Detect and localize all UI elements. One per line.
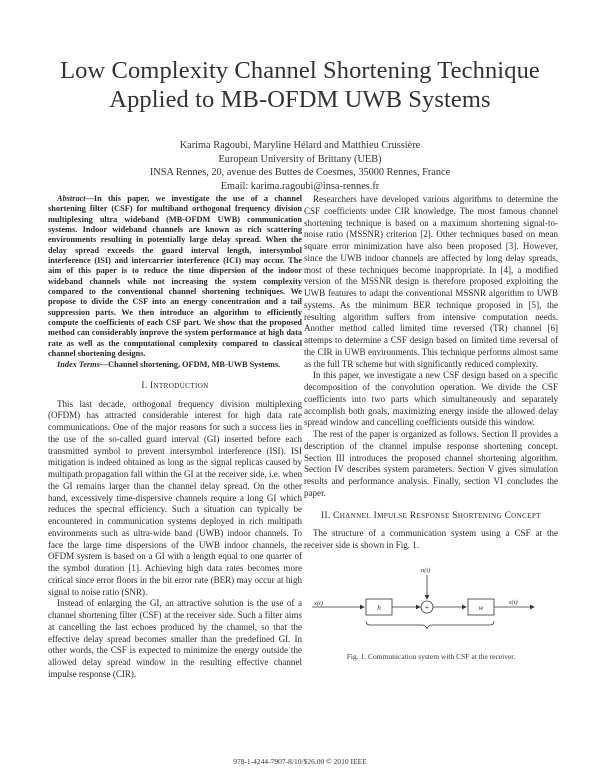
affiliation-university: European University of Brittany (UEB) <box>218 153 382 165</box>
intro-paragraph-3: Researchers have developed various algorithms to determine the CSF coefficients under CIR knowledge. The most famous channel shortening technique is based on a maximum shortening signal-to-noise ratio (MSSNR) criterion [2]. Other techniques based on mean square error minimization have also been proposed [3]. However, since the UWB indoor channels are affected by long delay spreads, most of these techniques become inappropriate. In [4], a modified version of the MSSNR design is therefore proposed exploiting the UWB features to adapt the conventional MSSNR algorithm to UWB systems. As the minimum BER technique proposed in [5], the resulting algorithm suffers from intensive computation needs. Another method called limited time reversed (TR) channel [6] attemps to determine a CSF design based on limited time reversal of the CIR in UWB environments. This technique performs almost same as the full TR scheme but with significantly reduced complexity. <box>304 194 558 369</box>
plus-sign: + <box>424 602 430 612</box>
effective-channel-brace <box>366 621 494 629</box>
intro-paragraph-5: The rest of the paper is organized as follows. Section II provides a description of the channel impulse response shortening concept. Section III introduces the proposed channel shortening algorithm. Section IV describes system parameters. Section V gives simulation results and performance analysis. Finally, section VI concludes the paper. <box>304 429 558 498</box>
right-column <box>304 194 558 663</box>
paper-title-line-2: Applied to MB-OFDM UWB Systems <box>109 86 491 113</box>
index-terms <box>48 360 302 370</box>
section-2-w4: HORTENING <box>457 511 502 520</box>
figure-1-caption: Fig. 1. Communication system with CSF at the receiver. <box>346 651 516 661</box>
intro-paragraph-2: Instead of enlarging the GI, an attractive solution is the use of a channel shortening filter (CSF) at the receiver side. Such a filter aims at cancelling the last echoes produced by the channel, so that the effective delay spread becomes smaller than the predefined GI. In other words, the CSF is expected to minimize the energy outside the allowed delay spread window in the resulting effective channel impulse response (CIR). <box>48 598 302 679</box>
abstract-label: Abstract <box>57 194 86 203</box>
section-2-w3-cap: R <box>409 510 417 521</box>
section-2-w1: HANNEL <box>339 511 372 520</box>
section-2-w2-cap: I <box>373 510 378 521</box>
section-2-w2: MPULSE <box>377 511 408 520</box>
section-1-heading <box>48 381 302 393</box>
page-footer: 978-1-4244-7907-8/10/$26.00 © 2010 IEEE <box>233 757 367 766</box>
section-2-heading <box>304 511 558 523</box>
abstract-text: —In this paper, we investigate the use of a channel shortening filter (CSF) for multiband orthogonal frequency division multiplexing ultra wideband (MB-OFDM UWB) communication systems. Indoor wideband channels are known as rich scattering environments resulting in potentially large delay spread. When the delay spread exceeds the guard interval length, intersymbol interference (ISI) and intercarrier interference (ICI) may occur. The aim of this paper is to reduce the time dispersion of the indoor wideband channels while not increasing the system complexity compared to the conventional channel shortening techniques. We propose to divide the CSF into an energy concentration and a tail suppression parts. We then introduce an algorithm to efficiently compute the coefficients of each CSF part. We show that the proposed method can considerably improve the system performance at high data rate as well as the computational complexity compared to classical channel shortening designs. <box>48 194 302 359</box>
section-1-title-cap: I <box>150 380 154 391</box>
paper-title-line-1: Low Complexity Channel Shortening Technique <box>60 57 540 84</box>
left-column <box>48 194 302 681</box>
affiliation-address: INSA Rennes, 20, avenue des Buttes de Coesmes, 35000 Rennes, France <box>149 167 451 178</box>
block-diagram <box>304 559 558 639</box>
authors: Karima Ragoubi, Maryline Hélard and Matthieu Crussière <box>179 140 421 151</box>
section-1-title-rest: NTRODUCTION <box>153 381 209 390</box>
figure-1 <box>304 559 558 651</box>
index-terms-label: Index Terms <box>57 359 100 369</box>
section-2-paragraph-1: The structure of a communication system using a CSF at the receiver side is shown in Fig. 1. <box>304 528 558 550</box>
author-email: Email: karima.ragoubi@insa-rennes.fr <box>220 180 380 192</box>
section-2-w5: ONCEPT <box>511 511 541 520</box>
section-2-w3: ESPONSE <box>416 511 450 520</box>
intro-paragraph-4: In this paper, we investigate a new CSF design based on a specific decomposition of the convolution operation. We divide the CSF coefficients into two parts which simultaneously and separately accomplish both goals, maximizing energy inside the allowed delay spread window and cancelling coefficients outside this window. <box>304 370 558 428</box>
intro-paragraph-1: This last decade, orthogonal frequency division multiplexing (OFDM) has attracted considerable interest for high data rate communications. One of the major reasons for such a success lies in the use of the so-called guard interval (GI) inserted before each transmitted symbol to prevent intersymbol interference (ISI). ISI mitigation is indeed obtained as long as the signal replicas caused by multipath propagation fall within the GI at the receiver side, i.e. when the GI remains larger than the channel delay spread. On the other hand, excessively time-dispersive channels require a long GI which reduces the spectral efficiency. Such a situation can typically be encountered in communication systems deployed in rich multipath environments such as ultra-wide band (UWB) indoor channels. To face the large time dispersions of the UWB indoor channels, the OFDM system is based on a GI with a length equal to one quarter of the symbol duration [1]. Achieving high data rates becomes more critical since error floors in the bit error rate (BER) may occur at high signal to noise ratio (SNR). <box>48 398 302 597</box>
channel-label: h <box>377 602 381 612</box>
output-label: z(t) <box>509 598 518 606</box>
input-label: x(t) <box>314 599 324 607</box>
section-2-w1-cap: C <box>333 510 340 521</box>
section-2-w4-cap: S <box>452 510 458 521</box>
index-terms-text: —Channel shortening, OFDM, MB-UWB Systems. <box>99 359 281 369</box>
csf-label: w <box>478 602 484 612</box>
section-2-w5-cap: C <box>504 510 512 521</box>
noise-label: n(t) <box>421 566 431 574</box>
abstract <box>48 194 302 360</box>
author-block <box>0 139 600 193</box>
section-2-number: II. <box>321 510 331 521</box>
section-1-number: I. <box>141 380 148 391</box>
